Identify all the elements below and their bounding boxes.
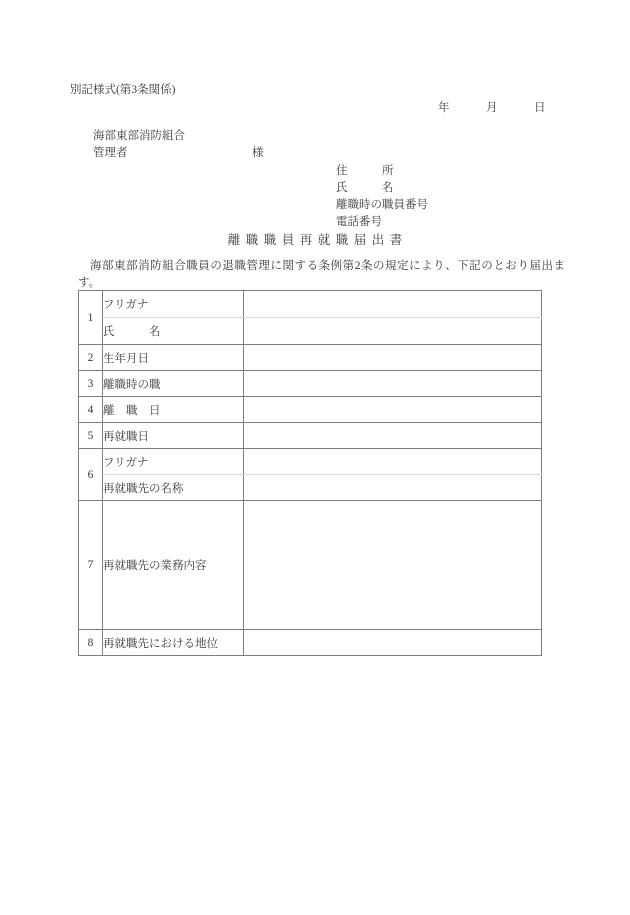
document-title: 離職職員再就職届出書 [227,233,408,247]
table-row [79,449,542,475]
row-value[interactable] [244,345,542,371]
addressee-honorific: 様 [252,147,264,159]
table-row [79,423,542,449]
applicant-name-label: 氏 名 [336,182,394,194]
body-paragraph: 海部東部消防組合職員の退職管理に関する条例第2条の規定により、下記のとおり届出ます。 [78,260,565,289]
form-identifier: 別記様式(第3条関係) [70,84,176,96]
row-value[interactable] [244,475,542,501]
row-value[interactable] [244,501,542,630]
addressee-organization: 海部東部消防組合 [93,130,185,142]
row-number: 5 [79,423,103,449]
row-number: 4 [79,397,103,423]
row-number: 8 [79,630,103,656]
applicant-employee-number-label: 離職時の職員番号 [336,199,428,211]
table-row [79,475,542,501]
row-label: 離職時の職 [103,371,244,397]
row-value[interactable] [244,630,542,656]
table-row [79,345,542,371]
row-number: 2 [79,345,103,371]
row-value[interactable] [244,397,542,423]
row-value[interactable] [244,449,542,475]
row-label: 再就職先における地位 [103,630,244,656]
row-label: 再就職先の業務内容 [103,501,244,630]
row-value[interactable] [244,371,542,397]
row-number: 3 [79,371,103,397]
table-row [79,397,542,423]
table-row [79,630,542,656]
row-label: 再就職先の名称 [103,475,244,501]
row-value[interactable] [244,291,542,318]
row-number: 6 [79,449,103,501]
table-row [79,371,542,397]
row-label: 氏 名 [103,318,244,345]
applicant-address-label: 住 所 [336,165,394,177]
applicant-phone-label: 電話番号 [336,216,382,228]
row-label: フリガナ [103,291,244,318]
row-value[interactable] [244,318,542,345]
table-row [79,318,542,345]
row-number: 7 [79,501,103,630]
row-label: 生年月日 [103,345,244,371]
row-value[interactable] [244,423,542,449]
row-label: フリガナ [103,449,244,475]
date-line: 年 月 日 [438,102,546,114]
application-form-table [78,290,542,656]
table-row [79,501,542,630]
row-label: 再就職日 [103,423,244,449]
addressee-title: 管理者 [93,147,128,159]
row-number: 1 [79,291,103,345]
row-label: 離 職 日 [103,397,244,423]
table-row [79,291,542,318]
